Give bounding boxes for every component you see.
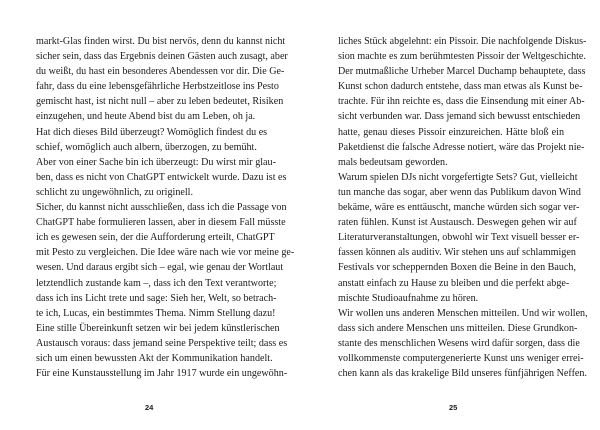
text-line: Warum spielen DJs nicht vorgefertigte Sets? Gut, vielleicht (338, 171, 578, 183)
text-line: sicht verbunden war. Dass jemand sich bewusst entschieden (338, 111, 581, 123)
text-line: fassen können als auditiv. Wir stehen uns auf schlammigen (338, 247, 576, 259)
text-line: Eine stille Übereinkunft setzen wir bei jedem künstlerischen (36, 322, 280, 334)
text-line: Literaturveranstaltungen, obwohl wir Text visuell besser er- (338, 232, 580, 244)
text-line: wesen. Und daraus ergibt sich – egal, wie genau der Wortlaut (36, 262, 284, 274)
text-line: Paketdienst die falsche Adresse notiert, wäre das Projekt nie- (338, 141, 585, 153)
text-line: tun manche das sogar, aber wenn das Publikum davon Wind (338, 186, 581, 198)
text-line: du weißt, du hast ein besonderes Abendessen vor dir. Die Ge- (36, 66, 285, 78)
page-number: 24 (145, 403, 154, 412)
text-line: bekäme, wäre es enttäuscht, manche würden sich sogar ver- (338, 202, 580, 214)
text-line: Festivals vor scheppernden Boxen die Beine in den Bauch, (338, 262, 576, 274)
text-line: schlicht zu ungewöhnlich, zu originell. (36, 186, 193, 198)
right-page (300, 0, 600, 430)
text-line: ben, dass es nicht von ChatGPT entwickelt wurde. Dazu ist es (36, 171, 287, 183)
text-line: trachte. Für ihn reichte es, dass die Einsendung mit einer Ab- (338, 96, 585, 108)
text-line: mit Pesto zu vergleichen. Die Idee wäre nach wie vor meine ge- (36, 247, 295, 259)
text-line: einzugehen, und heute Abend bist du am Leben, oh ja. (36, 111, 256, 123)
text-line: hatte, genau dieses Pissoir einzureichen. Hätte bloß ein (338, 126, 564, 138)
text-line: raten fühlen. Kunst ist Austausch. Deswegen gehen wir auf (338, 217, 577, 229)
text-line: Der mutmaßliche Urheber Marcel Duchamp behauptete, dass (338, 66, 586, 78)
text-line: markt-Glas finden wirst. Du bist nervös, denn du kannst nicht (36, 36, 286, 47)
text-line: stante des menschlichen Wesens wird dafür sorgen, dass die (338, 337, 580, 349)
text-line: liches Stück abgelehnt: ein Pissoir. Die nachfolgende Diskus- (338, 36, 587, 47)
page-number: 25 (449, 403, 458, 412)
text-line: mals bedeutsam geworden. (338, 156, 448, 168)
text-line: anstatt einfach zu Hause zu bleiben und die perfekt abge- (338, 277, 570, 289)
text-line: sion machte es zum berühmtesten Pissoir der Weltgeschichte. (338, 51, 586, 63)
text-line: gemischt hast, ist nicht null – aber zu leben bedeutet, Risiken (36, 96, 284, 108)
text-line: mischte Studioaufnahme zu hören. (338, 292, 479, 304)
text-line: dass ich ins Licht trete und sage: Sieh her, Welt, so betrach- (36, 292, 277, 304)
text-line: chen kann als das krakelige Bild unseres fünfjährigen Neffen. (338, 368, 587, 380)
left-page-text (36, 34, 295, 381)
text-line: letztendlich zustande kam –, dass ich den Text verantworte; (36, 277, 277, 289)
text-line: Hat dich dieses Bild überzeugt? Womöglich findest du es (36, 126, 268, 138)
text-line: vollkommenste computergenerierte Kunst uns weniger errei- (338, 352, 584, 364)
text-line: sich um einen bewussten Akt der Kommunikation handelt. (36, 352, 273, 364)
text-line: schief, womöglich auch albern, überzogen, zu bemüht. (36, 141, 257, 153)
text-line: dass sich andere Menschen uns mitteilen. Diese Grundkon- (338, 322, 578, 334)
text-line: te ich, Lucas, ein bestimmtes Thema. Nimm Stellung dazu! (36, 307, 276, 319)
right-page-text (338, 34, 588, 381)
text-line: Für eine Kunstausstellung im Jahr 1917 wurde ein ungewöhn- (36, 368, 288, 380)
text-line: Aber von einer Sache bin ich überzeugt: Du wirst mir glau- (36, 156, 276, 168)
text-line: ChatGPT habe formulieren lassen, aber in diesem Fall müsste (36, 217, 286, 229)
text-line: Kunst schon dadurch entstehe, dass man etwas als Kunst be- (338, 81, 583, 93)
text-line: ich es gewesen sein, der die Aufforderung erteilt, ChatGPT (36, 232, 275, 244)
text-line: Austausch voraus: dass jemand seine Perspektive teilt; dass es (36, 337, 288, 349)
text-line: fahr, dass du eine lebensgefährliche Herbstzeitlose ins Pesto (36, 81, 279, 93)
text-line: Sicher, du kannst nicht ausschließen, dass ich die Passage von (36, 202, 287, 214)
text-line: Wir wollen uns anderen Menschen mitteilen. Und wir wollen, (338, 307, 588, 319)
text-line: sicher sein, dass das Ergebnis deinen Gästen auch zusagt, aber (36, 51, 288, 63)
